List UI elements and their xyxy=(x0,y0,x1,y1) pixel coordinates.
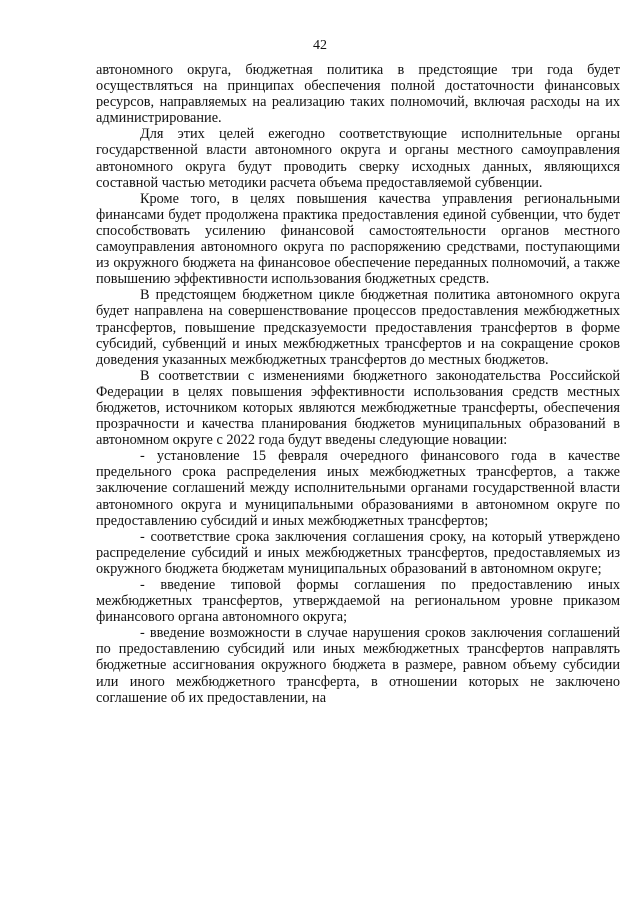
page-number: 42 xyxy=(313,38,327,53)
list-item: - соответствие срока заключения соглашения сроку, на который утверждено распределение субсидий и иных межбюджетных трансфертов, предоставляемых из окружного бюджета бюджетам муниципальных образований в автономном округе; xyxy=(96,528,620,577)
body-text xyxy=(96,62,620,706)
list-item: - введение типовой формы соглашения по предоставлению иных межбюджетных трансфертов, утверждаемой на региональном уровне приказом финансового органа автономного округа; xyxy=(96,577,620,626)
paragraph: В соответствии с изменениями бюджетного законодательства Российской Федерации в целях повышения эффективности использования средств местных бюджетов, источником которых являются межбюджетные трансферты, обеспечения прозрачности и качества планирования бюджетов муниципальных образований в автономном округе с 2022 года будут введены следующие новации: xyxy=(96,367,620,449)
paragraph: Кроме того, в целях повышения качества управления региональными финансами будет продолжена практика предоставления единой субвенции, что будет способствовать усилению финансовой самостоятельности органов местного самоуправления автономного округа по распоряжению средствами, поступающими из окружного бюджета на финансовое обеспечение переданных полномочий, а также повышению эффективности использования бюджетных средств. xyxy=(96,190,620,288)
list-item: - установление 15 февраля очередного финансового года в качестве предельного срока распределения иных межбюджетных трансфертов, а также заключение соглашений между исполнительными органами государственной власти автономного округа и муниципальными образованиями в автономном округе по предоставлению субсидий и иных межбюджетных трансфертов; xyxy=(96,448,620,529)
paragraph: В предстоящем бюджетном цикле бюджетная политика автономного округа будет направлена на совершенствование процессов предоставления межбюджетных трансфертов, повышение предсказуемости предоставления трансфертов в форме субсидий, субвенций и иных межбюджетных трансфертов и на сокращение сроков доведения указанных межбюджетных трансфертов до местных бюджетов. xyxy=(96,287,620,368)
paragraph: Для этих целей ежегодно соответствующие исполнительные органы государственной власти автономного округа и органы местного самоуправления автономного округа будут проводить сверку исходных данных, являющихся составной частью методики расчета объема предоставляемой субвенции. xyxy=(96,126,620,191)
list-item: - введение возможности в случае нарушения сроков заключения соглашений по предоставлению субсидий или иных межбюджетных трансфертов направлять бюджетные ассигнования окружного бюджета в размере, равном объему субсидии или иного межбюджетного трансферта, в отношении которых не заключено соглашение об их предоставлении, на xyxy=(96,625,620,706)
paragraph-continuation: автономного округа, бюджетная политика в предстоящие три года будет осуществляться на принципах обеспечения полной достаточности финансовых ресурсов, направляемых на реализацию таких полномочий, включая расходы на их администрирование. xyxy=(96,62,620,127)
